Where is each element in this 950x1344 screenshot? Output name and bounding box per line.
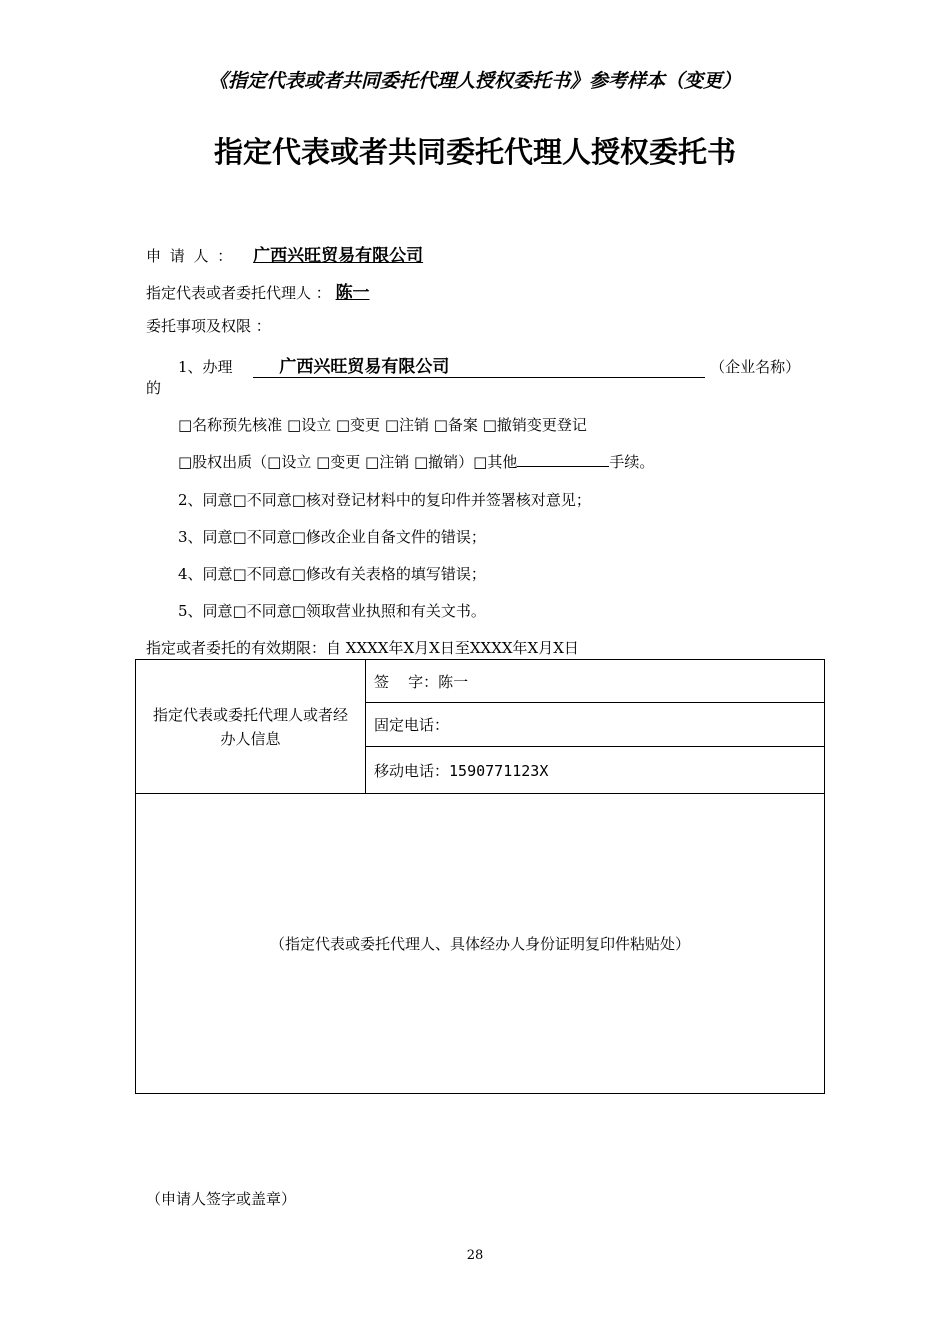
document-title: 指定代表或者共同委托代理人授权委托书 bbox=[213, 135, 736, 169]
validity-period: 指定或者委托的有效期限：自 XXXX年X月X日至XXXX年X月X日 bbox=[146, 639, 579, 657]
mobile-phone-cell bbox=[366, 747, 825, 794]
table-row bbox=[136, 794, 825, 1094]
item1-company: 广西兴旺贸易有限公司 bbox=[279, 357, 450, 377]
sign-value: 陈一 bbox=[438, 672, 469, 691]
agent-info-text: 指定代表或委托代理人或者经办人信息 bbox=[152, 705, 348, 748]
options-row-2-suffix: 手续。 bbox=[609, 453, 655, 471]
agent-value: 陈一 bbox=[335, 283, 370, 303]
agent-info-label bbox=[136, 660, 366, 794]
applicant-row bbox=[146, 241, 423, 266]
id-copy-note: （指定代表或委托代理人、具体经办人身份证明复印件粘贴处） bbox=[269, 935, 690, 953]
item-3: 3、同意□不同意□修改企业自备文件的错误； bbox=[178, 528, 486, 546]
other-blank bbox=[517, 452, 609, 467]
options-row-2 bbox=[178, 451, 654, 472]
table-row bbox=[136, 660, 825, 703]
sign-label: 签 字： bbox=[374, 672, 439, 691]
item-5: 5、同意□不同意□领取营业执照和有关文书。 bbox=[178, 602, 486, 620]
item1-row bbox=[178, 352, 800, 378]
matters-label: 委托事项及权限 ： bbox=[146, 317, 271, 335]
document-header: 《指定代表或者共同委托代理人授权委托书》参考样本（变更） bbox=[208, 70, 741, 92]
mobile-phone-value: 1590771123X bbox=[449, 761, 549, 780]
options-row-2-prefix: □股权出质（□设立 □变更 □注销 □撤销）□其他 bbox=[178, 453, 518, 471]
signature-note: （申请人签字或盖章） bbox=[146, 1190, 297, 1208]
item1-wrap: 的 bbox=[146, 379, 162, 397]
id-copy-area bbox=[136, 794, 825, 1094]
mobile-phone-label: 移动电话： bbox=[374, 761, 450, 780]
item1-suffix: （企业名称） bbox=[710, 358, 801, 376]
item-4: 4、同意□不同意□修改有关表格的填写错误； bbox=[178, 565, 486, 583]
options-row-1: □名称预先核准 □设立 □变更 □注销 □备案 □撤销变更登记 bbox=[178, 416, 587, 434]
agent-row bbox=[146, 278, 370, 303]
applicant-value: 广西兴旺贸易有限公司 bbox=[253, 246, 424, 266]
item-2: 2、同意□不同意□核对登记材料中的复印件并签署核对意见； bbox=[178, 491, 591, 509]
agent-label: 指定代表或者委托代理人 ： bbox=[146, 284, 331, 302]
fixed-phone-label: 固定电话： bbox=[374, 716, 450, 734]
fixed-phone-cell bbox=[366, 703, 825, 747]
page-number: 28 bbox=[466, 1248, 484, 1263]
item1-company-field bbox=[253, 352, 705, 378]
item1-prefix: 1、办理 bbox=[178, 358, 233, 376]
applicant-label: 申 请 人 ： bbox=[146, 247, 235, 265]
sign-cell bbox=[366, 660, 825, 703]
info-table bbox=[135, 659, 825, 1094]
